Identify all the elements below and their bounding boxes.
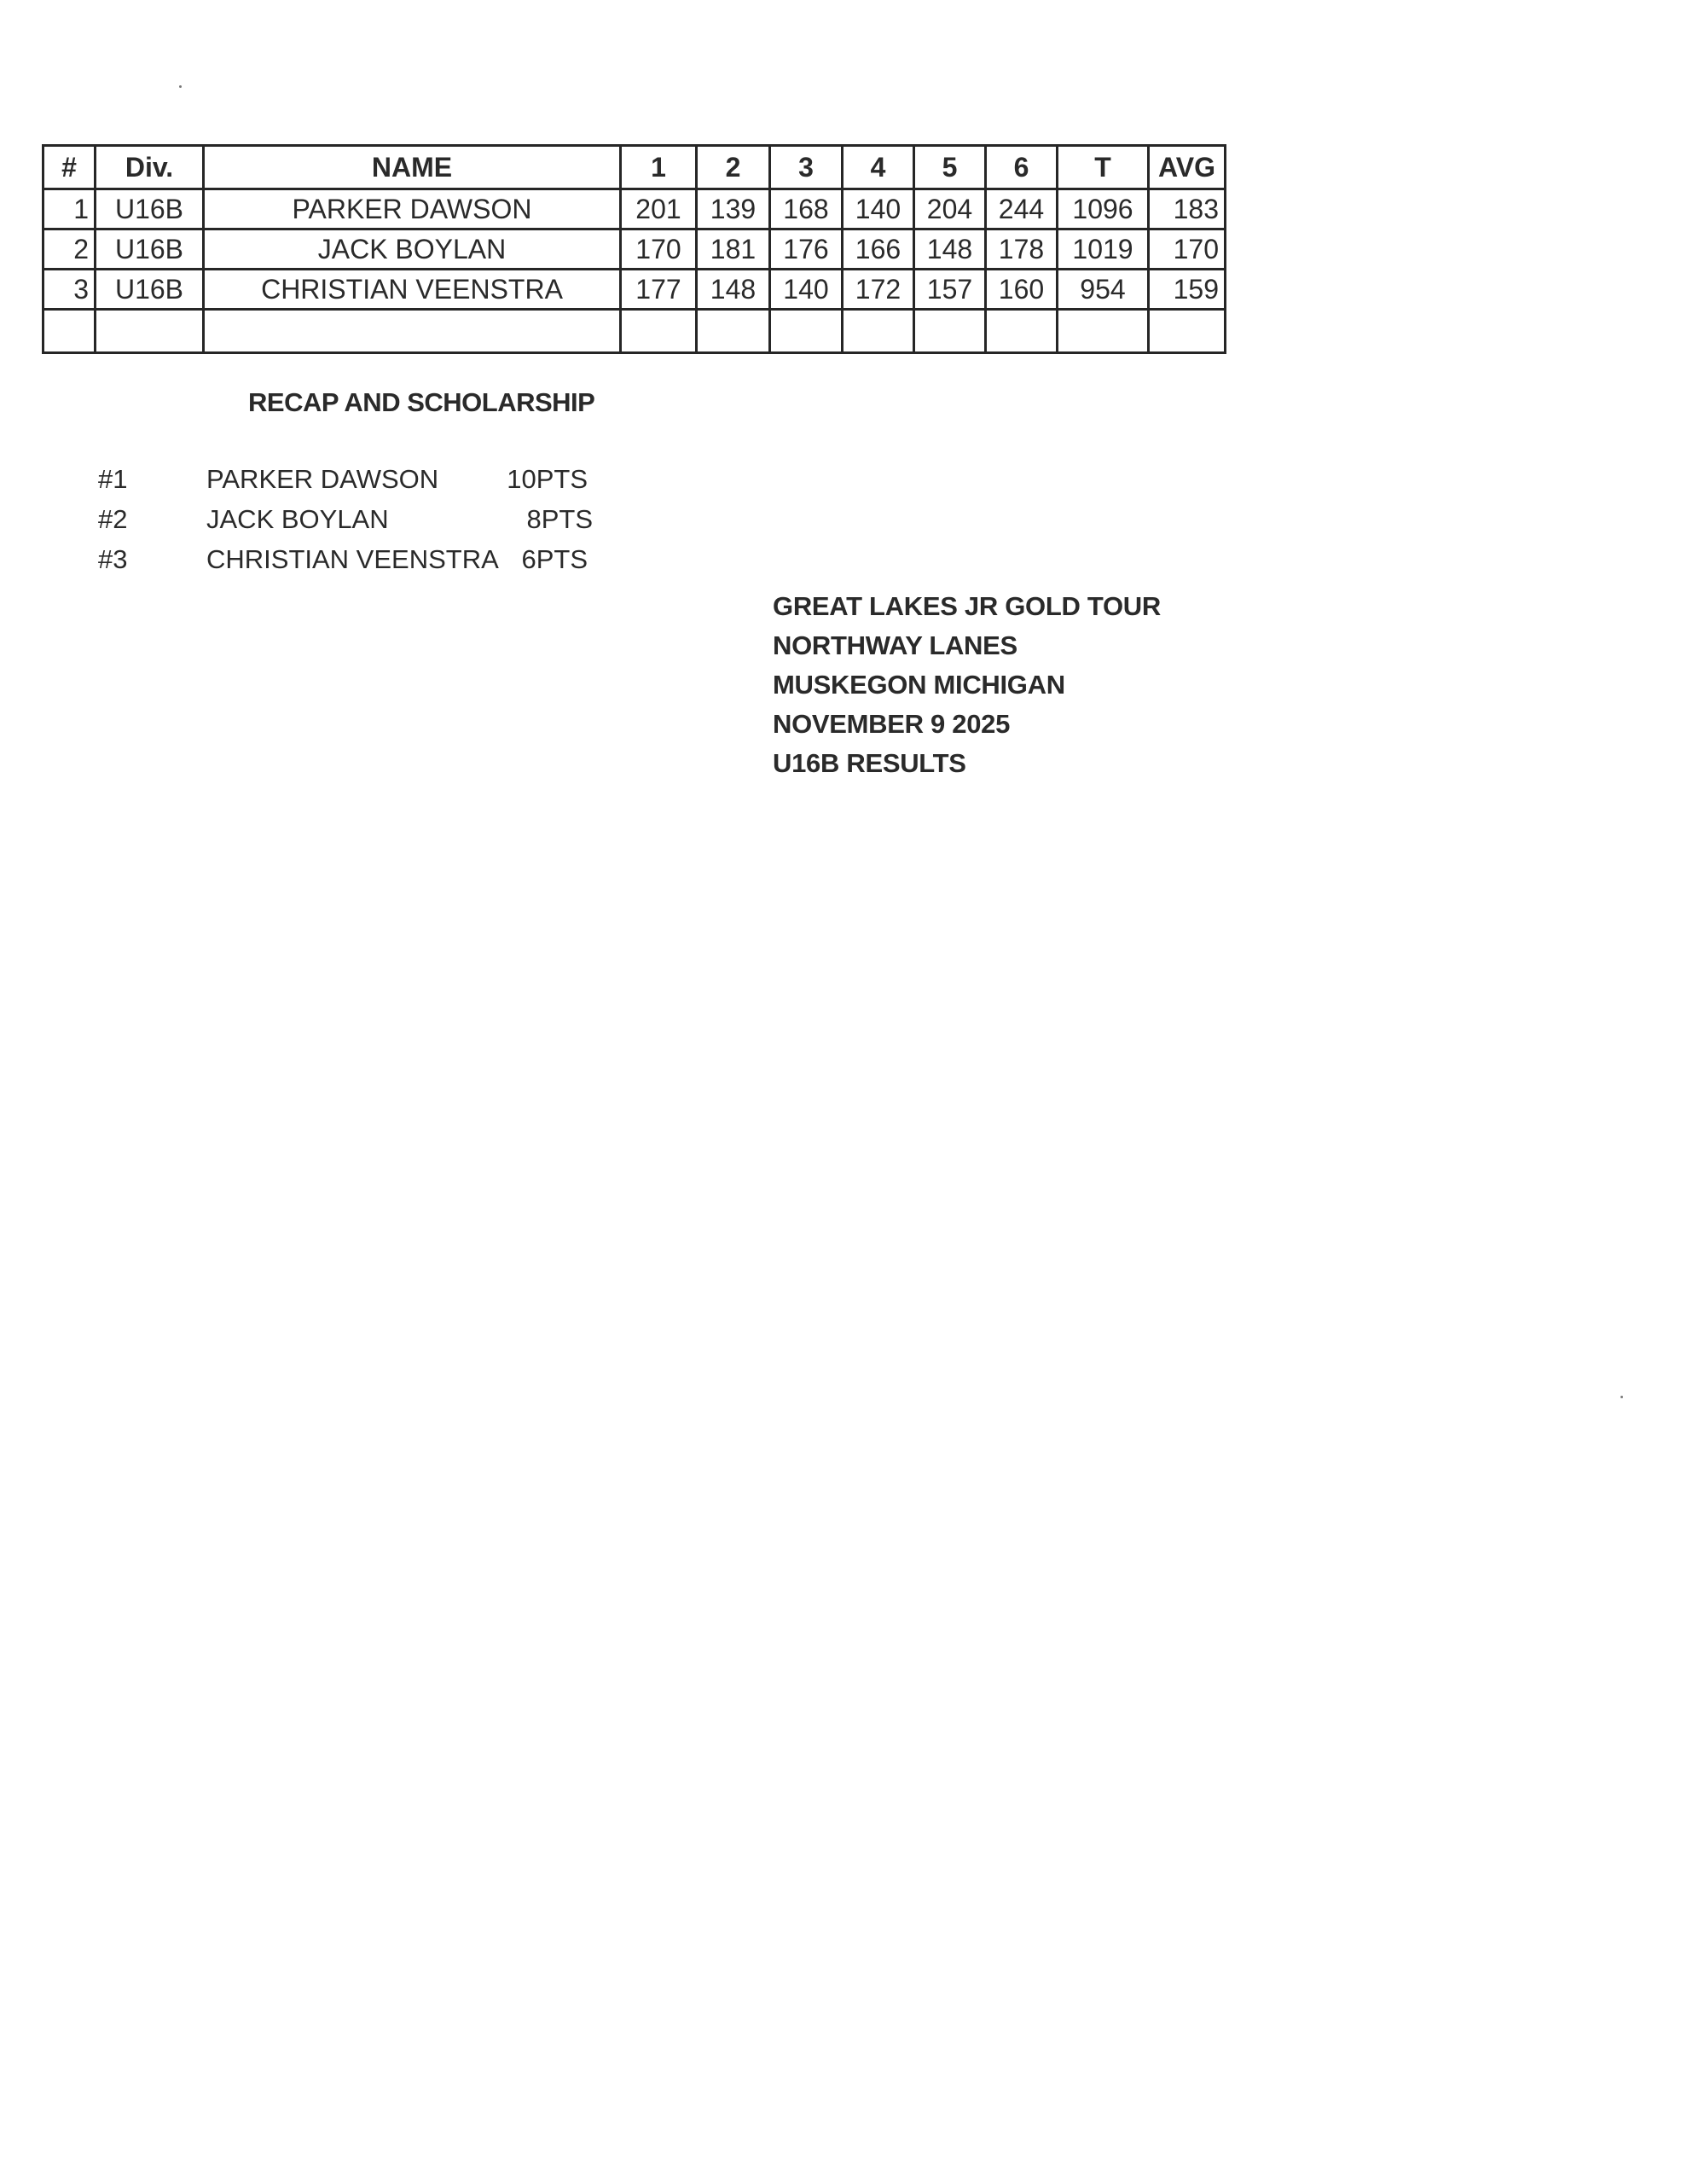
cell-game-6: 160 xyxy=(986,270,1058,310)
header-game-4: 4 xyxy=(843,146,914,189)
cell-rank: 1 xyxy=(43,189,96,229)
cell-game-2: 148 xyxy=(697,270,770,310)
scan-speck xyxy=(1620,1396,1623,1398)
cell-game-5: 204 xyxy=(914,189,986,229)
recap-points: 6PTS xyxy=(521,544,588,574)
cell-rank: 2 xyxy=(43,229,96,270)
empty-cell xyxy=(914,310,986,353)
header-name: NAME xyxy=(204,146,621,189)
table-row xyxy=(43,270,1226,310)
header-rank: # xyxy=(43,146,96,189)
empty-cell xyxy=(1149,310,1226,353)
empty-cell xyxy=(621,310,697,353)
cell-game-5: 148 xyxy=(914,229,986,270)
cell-average: 170 xyxy=(1149,229,1226,270)
header-game-3: 3 xyxy=(770,146,843,189)
empty-cell xyxy=(986,310,1058,353)
cell-name: JACK BOYLAN xyxy=(204,229,621,270)
recap-points: 10PTS xyxy=(507,464,588,494)
recap-name: PARKER DAWSON xyxy=(206,464,439,494)
tour-name: GREAT LAKES JR GOLD TOUR xyxy=(773,591,1161,621)
cell-game-6: 178 xyxy=(986,229,1058,270)
cell-game-6: 244 xyxy=(986,189,1058,229)
table-row xyxy=(43,229,1226,270)
cell-game-1: 201 xyxy=(621,189,697,229)
scan-speck xyxy=(179,85,182,88)
header-game-6: 6 xyxy=(986,146,1058,189)
cell-game-4: 172 xyxy=(843,270,914,310)
recap-rank: #2 xyxy=(98,504,128,534)
division-results-label: U16B RESULTS xyxy=(773,748,966,778)
header-game-5: 5 xyxy=(914,146,986,189)
empty-cell xyxy=(96,310,204,353)
cell-average: 159 xyxy=(1149,270,1226,310)
cell-total: 1019 xyxy=(1058,229,1149,270)
event-date: NOVEMBER 9 2025 xyxy=(773,709,1011,739)
cell-game-4: 166 xyxy=(843,229,914,270)
recap-item xyxy=(0,464,648,498)
cell-division: U16B xyxy=(96,189,204,229)
header-game-2: 2 xyxy=(697,146,770,189)
table-row-empty xyxy=(43,310,1226,353)
cell-game-2: 139 xyxy=(697,189,770,229)
event-location: MUSKEGON MICHIGAN xyxy=(773,670,1065,700)
cell-game-4: 140 xyxy=(843,189,914,229)
venue-name: NORTHWAY LANES xyxy=(773,630,1017,660)
results-table xyxy=(42,144,1226,354)
header-total: T xyxy=(1058,146,1149,189)
cell-game-1: 170 xyxy=(621,229,697,270)
recap-title: RECAP AND SCHOLARSHIP xyxy=(248,387,595,417)
table-header-row xyxy=(43,146,1226,189)
event-info xyxy=(773,587,1161,783)
cell-rank: 3 xyxy=(43,270,96,310)
recap-rank: #1 xyxy=(98,464,128,494)
cell-average: 183 xyxy=(1149,189,1226,229)
cell-division: U16B xyxy=(96,229,204,270)
empty-cell xyxy=(1058,310,1149,353)
empty-cell xyxy=(697,310,770,353)
recap-name: JACK BOYLAN xyxy=(206,504,389,534)
cell-game-3: 176 xyxy=(770,229,843,270)
header-game-1: 1 xyxy=(621,146,697,189)
empty-cell xyxy=(204,310,621,353)
header-division: Div. xyxy=(96,146,204,189)
recap-item xyxy=(0,544,648,578)
cell-division: U16B xyxy=(96,270,204,310)
recap-rank: #3 xyxy=(98,544,128,574)
recap-item xyxy=(0,504,648,538)
cell-name: PARKER DAWSON xyxy=(204,189,621,229)
cell-game-1: 177 xyxy=(621,270,697,310)
cell-game-2: 181 xyxy=(697,229,770,270)
table-row xyxy=(43,189,1226,229)
cell-total: 954 xyxy=(1058,270,1149,310)
empty-cell xyxy=(770,310,843,353)
cell-game-3: 168 xyxy=(770,189,843,229)
cell-name: CHRISTIAN VEENSTRA xyxy=(204,270,621,310)
cell-game-5: 157 xyxy=(914,270,986,310)
empty-cell xyxy=(843,310,914,353)
header-average: AVG xyxy=(1149,146,1226,189)
recap-points: 8PTS xyxy=(526,504,593,534)
cell-game-3: 140 xyxy=(770,270,843,310)
cell-total: 1096 xyxy=(1058,189,1149,229)
empty-cell xyxy=(43,310,96,353)
recap-name: CHRISTIAN VEENSTRA xyxy=(206,544,499,574)
